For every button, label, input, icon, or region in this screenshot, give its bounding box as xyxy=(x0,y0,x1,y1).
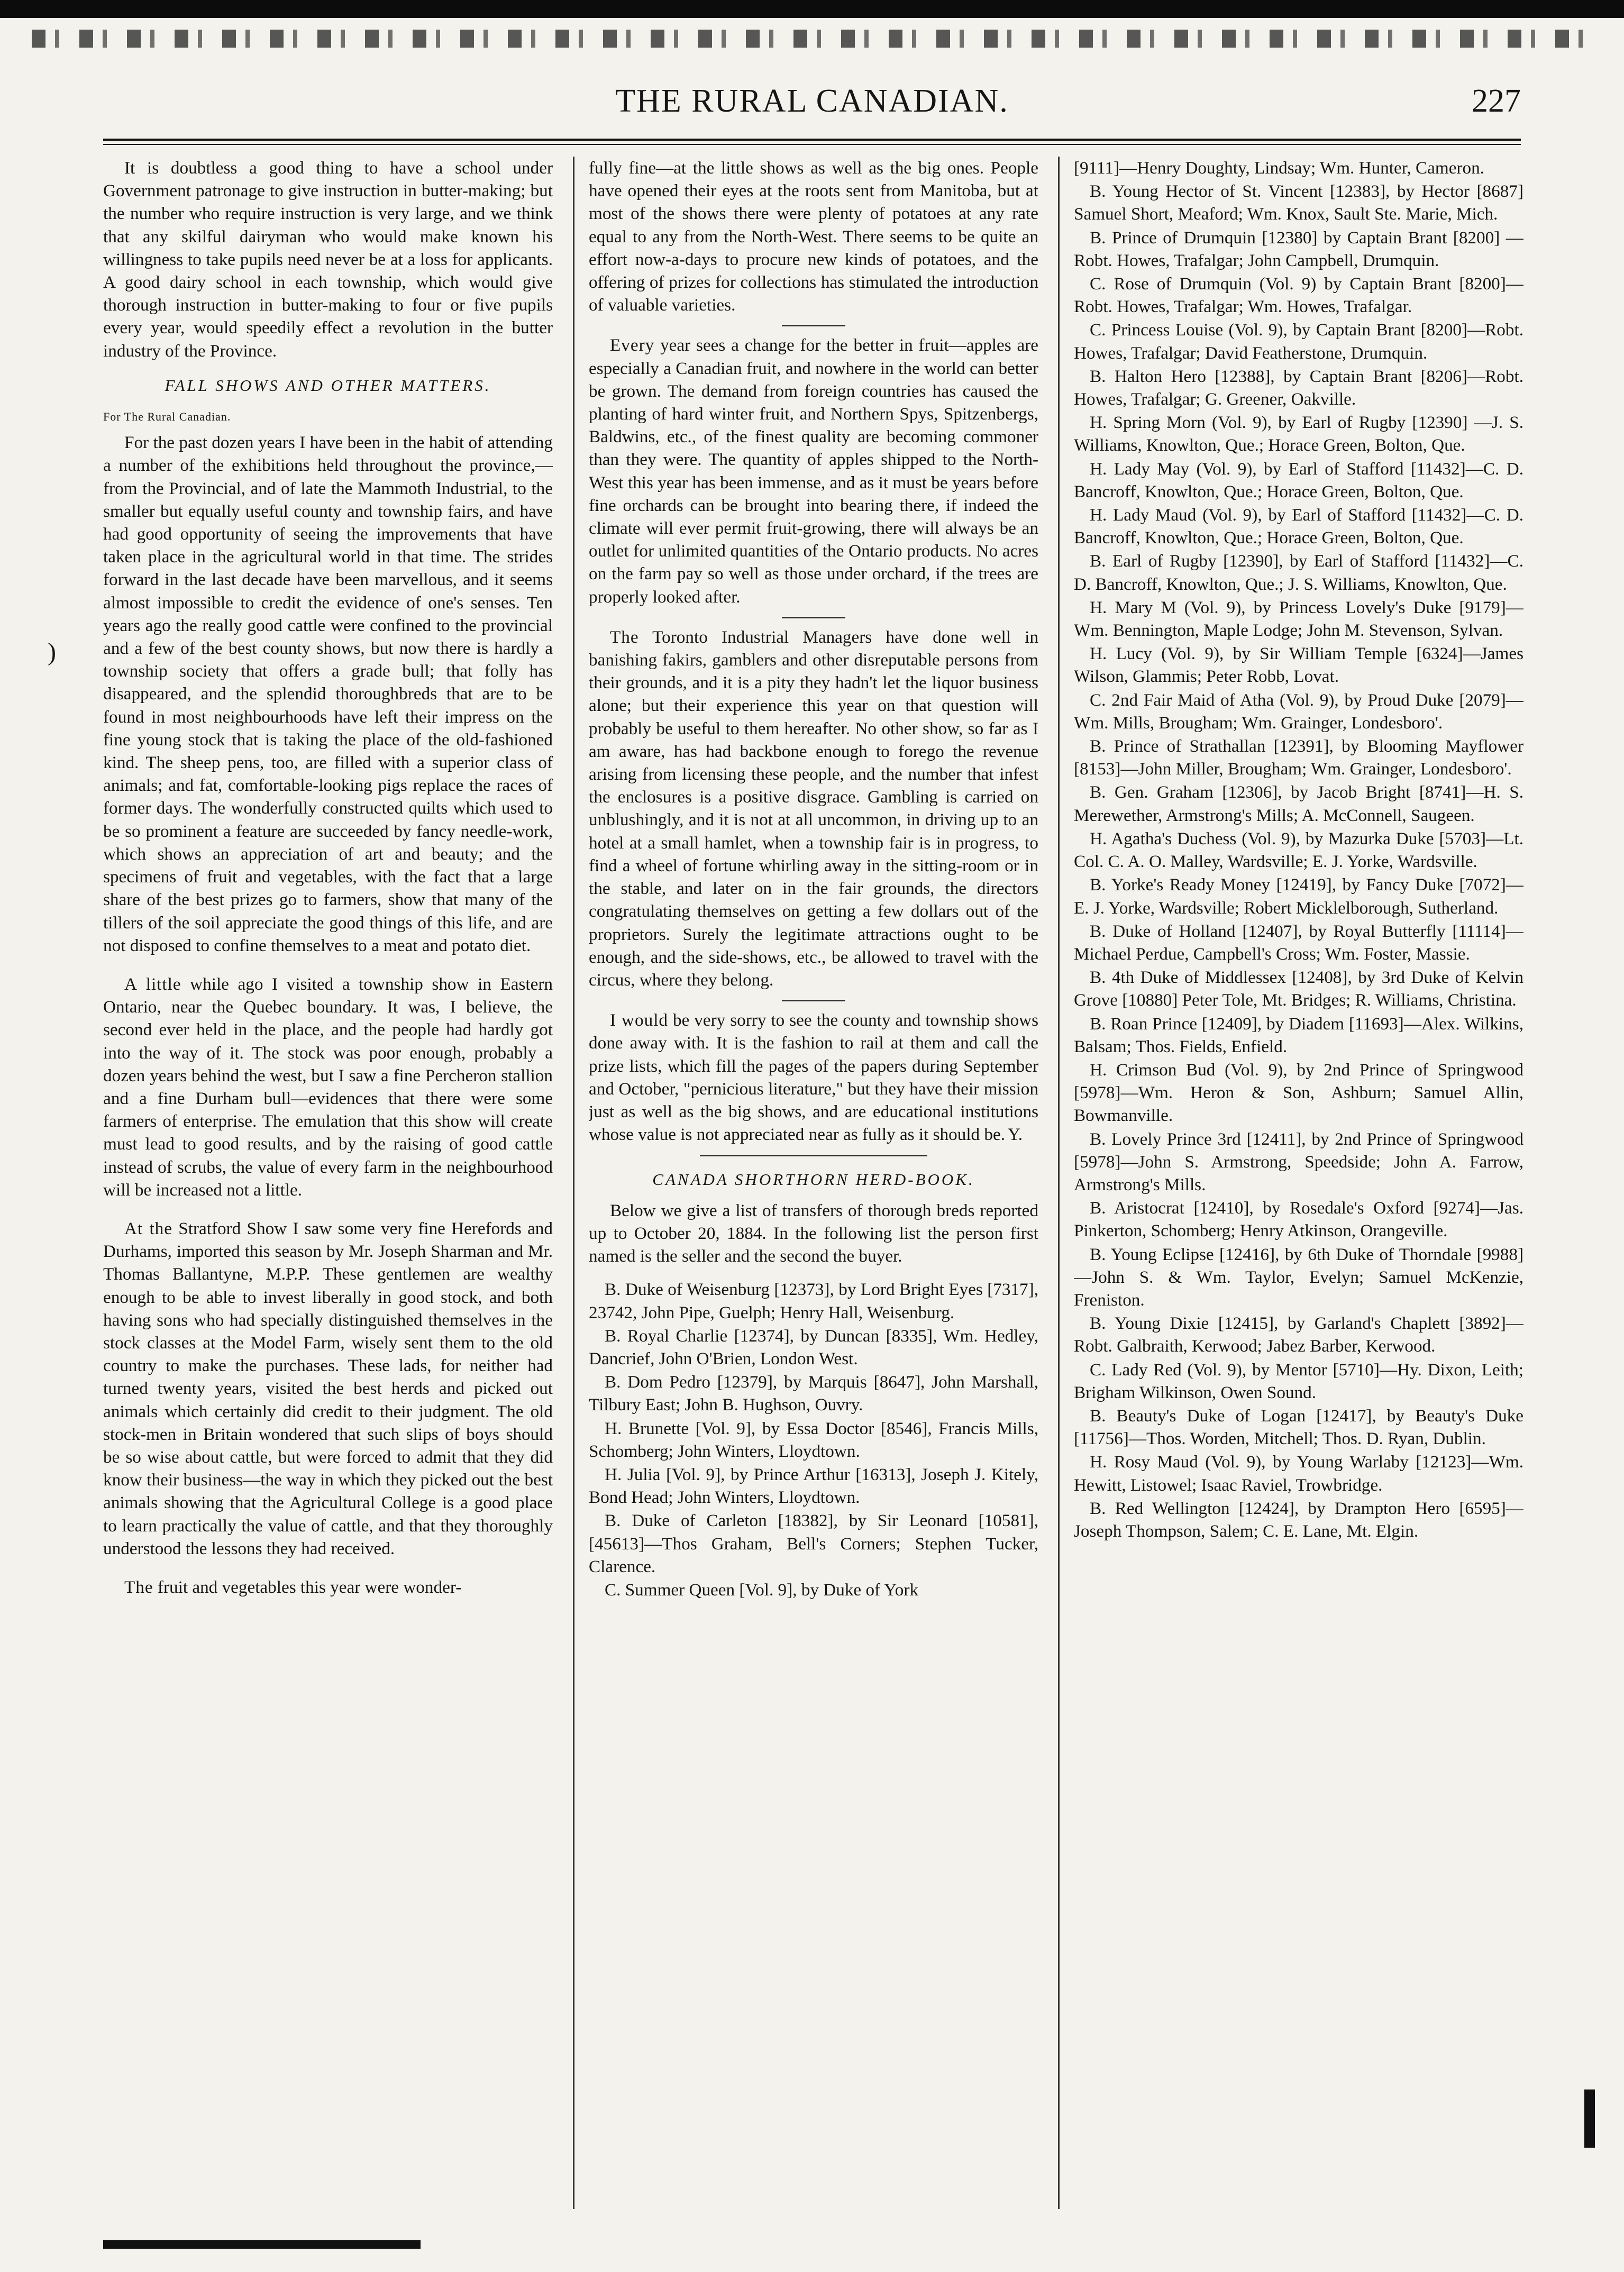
scan-artifact-band xyxy=(32,30,1592,48)
paragraph-text: fruit and vegetables this year were wonder- xyxy=(153,1577,462,1597)
transfer-entry: H. Crimson Bud (Vol. 9), by 2nd Prince of Springwood [5978]—Wm. Heron & Son, Ashburn; Samuel Allin, Bowmanville. xyxy=(1074,1060,1523,1126)
transfer-entry: H. Rosy Maud (Vol. 9), by Young Warlaby [12123]—Wm. Hewitt, Listowel; Isaac Raviel, Trowbridge. xyxy=(1074,1452,1523,1495)
transfer-entry: B. Lovely Prince 3rd [12411], by 2nd Prince of Springwood [5978]—John S. Armstrong, Speedside; John A. Farrow, Armstrong's Mills. xyxy=(1074,1129,1523,1194)
article-paragraph xyxy=(589,1009,1038,1146)
article-paragraph: fully fine—at the little shows as well as the big ones. People have opened their eyes at the roots sent from Manitoba, but at most of the shows there were plenty of potatoes at any rate equal to any from the North-West. There seems to be quite an effort now-a-days to procure new kinds of potatoes, and the offering of prizes for collections has stimulated the introduction of valuable varieties. xyxy=(589,158,1038,315)
paragraph-text: Toronto Industrial Managers have done well in banishing fakirs, gamblers and other disreputable persons from their grounds, and it is a pity they hadn't let the liquor business alone; but their experience this year on that question will probably be useful to them hereafter. No other show, so far as I am aware, has had backbone enough to forego the revenue arising from licensing these people, and the number that infest the enclosures is a positive disgrace. Gambling is carried on unblushingly, and it is not at all uncommon, in driving up to an hotel at a small hamlet, when a township fair is in progress, to find a wheel of fortune whirling away in the sitting-room or in the stable, and later on in the fair grounds, the directors congratulating themselves on getting a few dollars out of the proprietors. Surely the legitimate attractions ought to be enough, and the side-shows, etc., be allowed to travel with the circus, where they belong. xyxy=(589,627,1038,990)
page-number: 227 xyxy=(1472,83,1521,119)
section-separator xyxy=(782,617,845,618)
transfer-entry: B. Young Dixie [12415], by Garland's Chaplett [3892]—Robt. Galbraith, Kerwood; Jabez Barber, Kerwood. xyxy=(1074,1313,1523,1356)
transfer-entry: C. Princess Louise (Vol. 9), by Captain Brant [8200]—Robt. Howes, Trafalgar; David Featherstone, Drumquin. xyxy=(1074,320,1523,363)
transfer-entry: B. Duke of Holland [12407], by Royal Butterfly [11114]—Michael Perdue, Campbell's Cross; Wm. Foster, Massie. xyxy=(1074,921,1523,964)
lead-in: At the xyxy=(124,1218,173,1238)
transfer-entry: B. Halton Hero [12388], by Captain Brant [8206]—Robt. Howes, Trafalgar; G. Greener, Oakville. xyxy=(1074,366,1523,409)
herd-book-intro: Below we give a list of transfers of thorough breds reported up to October 20, 1884. In the following list the person first named is the seller and the second the buyer. xyxy=(589,1200,1038,1266)
signature: Y. xyxy=(1008,1125,1023,1145)
transfer-entry: B. Prince of Drumquin [12380] by Captain Brant [8200] —Robt. Howes, Trafalgar; John Campbell, Drumquin. xyxy=(1074,227,1523,270)
section-separator xyxy=(782,1000,845,1001)
transfer-entry: H. Lady May (Vol. 9), by Earl of Stafford [11432]—C. D. Bancroff, Knowlton, Que.; Horace Green, Bolton, Que. xyxy=(1074,459,1523,501)
scan-top-band xyxy=(0,0,1624,18)
transfer-entry: C. 2nd Fair Maid of Atha (Vol. 9), by Proud Duke [2079]—Wm. Mills, Brougham; Wm. Grainger, Londesboro'. xyxy=(1074,690,1523,733)
margin-mark: ) xyxy=(48,638,56,666)
article-paragraph xyxy=(103,973,553,1201)
article-heading: FALL SHOWS AND OTHER MATTERS. xyxy=(165,376,491,395)
transfer-entry: B. Royal Charlie [12374], by Duncan [8335], Wm. Hedley, Dancrief, John O'Brien, London West. xyxy=(589,1326,1038,1368)
transfer-entry: B. Young Eclipse [12416], by 6th Duke of Thorndale [9988]—John S. & Wm. Taylor, Evelyn; Samuel McKenzie, Freniston. xyxy=(1074,1244,1523,1310)
transfer-entry: [9111]—Henry Doughty, Lindsay; Wm. Hunter, Cameron. xyxy=(1074,158,1484,178)
transfer-entry: H. Mary M (Vol. 9), by Princess Lovely's Duke [9179]—Wm. Bennington, Maple Lodge; John M. Stevenson, Sylvan. xyxy=(1074,597,1523,641)
lead-in: The xyxy=(124,1577,153,1597)
transfer-entry: B. Young Hector of St. Vincent [12383], by Hector [8687] Samuel Short, Meaford; Wm. Knox, Sault Ste. Marie, Mich. xyxy=(1074,181,1523,224)
transfer-entry: C. Summer Queen [Vol. 9], by Duke of York xyxy=(605,1580,919,1600)
article-paragraph xyxy=(589,626,1038,991)
article-paragraph: It is doubtless a good thing to have a school under Government patronage to give instruction in butter-making; but the number who require instruction is very large, and we think that any skilful dairyman who would make known his willingness to take pupils need never be at a loss for applicants. A good dairy school in each township, which would give thorough instruction in butter-making to four or five pupils every year, would speedily effect a revolution in the butter industry of the Province. xyxy=(103,158,553,361)
transfer-entry: H. Brunette [Vol. 9], by Essa Doctor [8546], Francis Mills, Schomberg; John Winters, Lloydtown. xyxy=(589,1418,1038,1461)
paragraph-text: year sees a change for the better in fruit—apples are especially a Canadian fruit, and nowhere in the world can better be grown. The demand from foreign countries has caused the planting of hard winter fruit, and Northern Spys, Spitzenbergs, Baldwins, etc., of the finest quality are becoming commoner than they were. The quantity of apples shipped to the North-West this year has been immense, and as it must be years before fine orchards can be brought into bearing there, if indeed the climate will ever permit fruit-growing, there will always be an outlet for unlimited quantities of the Ontario products. No acres on the farm pay so well as those under orchard, if the trees are properly looked after. xyxy=(589,335,1038,607)
lead-in: Every xyxy=(610,335,655,355)
lead-in: I would xyxy=(610,1010,669,1030)
scan-bottom-artifact xyxy=(103,2240,632,2249)
newspaper-title: THE RURAL CANADIAN. xyxy=(615,83,1009,119)
transfer-entry: B. Yorke's Ready Money [12419], by Fancy Duke [7072]—E. J. Yorke, Wardsville; Robert Micklelborough, Sutherland. xyxy=(1074,875,1523,918)
scan-edge-mark xyxy=(1584,2089,1595,2148)
transfer-entry: H. Lucy (Vol. 9), by Sir William Temple [6324]—James Wilson, Glammis; Peter Robb, Lovat. xyxy=(1074,644,1523,687)
column-2 xyxy=(589,157,1038,2220)
transfer-entry: C. Rose of Drumquin (Vol. 9) by Captain Brant [8200]—Robt. Howes, Trafalgar; Wm. Howes, Trafalgar. xyxy=(1074,274,1523,317)
article-byline: For The Rural Canadian. xyxy=(103,410,231,424)
section-separator xyxy=(700,1155,927,1156)
paragraph-text: Stratford Show I saw some very fine Herefords and Durhams, imported this season by Mr. Joseph Sharman and Mr. Thomas Ballantyne, M.P.P. These gentlemen are wealthy enough to be able to invest liberally in good stock, and both having sons who had specially distinguished themselves in the stock classes at the Model Farm, wisely sent them to the old country to make the purchases. These lads, for neither had turned twenty years, visited the best herds and picked out animals which certainly did credit to their judgment. The old stock-men in Britain wondered that such slips of boys should be so wise about cattle, but were forced to admit that they did know their business—the way in which they picked out the best animals showing that the Agricultural College is a good place to learn practically the value of cattle, and that they thoroughly understood the lessons they had received. xyxy=(103,1218,553,1558)
transfer-entry: B. Prince of Strathallan [12391], by Blooming Mayflower [8153]—John Miller, Brougham; Wm. Grainger, Londesboro'. xyxy=(1074,736,1523,779)
header-rule-thin xyxy=(103,144,1521,145)
transfer-entry: B. Duke of Weisenburg [12373], by Lord Bright Eyes [7317], 23742, John Pipe, Guelph; Henry Hall, Weisenburg. xyxy=(589,1280,1038,1322)
lead-in: The xyxy=(610,627,639,647)
column-separator-1 xyxy=(573,157,574,2209)
article-paragraph xyxy=(103,1576,553,1599)
transfer-entry: H. Spring Morn (Vol. 9), by Earl of Rugby [12390] —J. S. Williams, Knowlton, Que.; Horace Green, Bolton, Que. xyxy=(1074,413,1523,455)
transfer-entry: B. Dom Pedro [12379], by Marquis [8647], John Marshall, Tilbury East; John B. Hughson, Ouvry. xyxy=(589,1372,1038,1415)
article-paragraph xyxy=(103,1217,553,1560)
transfer-entry: B. Red Wellington [12424], by Drampton Hero [6595]—Joseph Thompson, Salem; C. E. Lane, Mt. Elgin. xyxy=(1074,1498,1523,1541)
article-paragraph xyxy=(589,334,1038,608)
transfer-entry: B. Gen. Graham [12306], by Jacob Bright [8741]—H. S. Merewether, Armstrong's Mills; A. McConnell, Saugeen. xyxy=(1074,782,1523,825)
column-separator-2 xyxy=(1058,157,1060,2209)
transfer-entry: B. 4th Duke of Middlessex [12408], by 3rd Duke of Kelvin Grove [10880] Peter Tole, Mt. Bridges; R. Williams, Christina. xyxy=(1074,968,1523,1010)
transfer-entry: B. Earl of Rugby [12390], by Earl of Stafford [11432]—C. D. Bancroff, Knowlton, Que.; J. S. Williams, Knowlton, Que. xyxy=(1074,551,1523,594)
paragraph-text: while ago I visited a township show in Eastern Ontario, near the Quebec boundary. It was, I believe, the second ever held in the place, and the people had hardly got into the way of it. The stock was poor enough, probably a dozen years behind the west, but I saw a fine Percheron stallion and a fine Durham bull—evidences that there were some farmers of enterprise. The emulation that this show will create must lead to good results, and by the raising of good cattle instead of scrubs, the value of every farm in the neighbourhood will be increased not a little. xyxy=(103,974,553,1200)
header-rule-thick xyxy=(103,139,1521,141)
transfer-entry: B. Aristocrat [12410], by Rosedale's Oxford [9274]—Jas. Pinkerton, Schomberg; Henry Atkinson, Orangeville. xyxy=(1074,1198,1523,1241)
transfer-entry: C. Lady Red (Vol. 9), by Mentor [5710]—Hy. Dixon, Leith; Brigham Wilkinson, Owen Sound. xyxy=(1074,1359,1523,1402)
column-1 xyxy=(103,157,553,2220)
transfer-entry: B. Duke of Carleton [18382], by Sir Leonard [10581], [45613]—Thos Graham, Bell's Corners; Stephen Tucker, Clarence. xyxy=(589,1511,1038,1576)
column-3 xyxy=(1074,157,1523,2220)
transfer-entry: H. Julia [Vol. 9], by Prince Arthur [16313], Joseph J. Kitely, Bond Head; John Winters, Lloydtown. xyxy=(589,1464,1038,1508)
lead-in: A little xyxy=(124,974,181,994)
section-separator xyxy=(782,325,845,326)
paragraph-text: be very sorry to see the county and township shows done away with. It is the fashion to rail at them and call the prize lists, which fill the pages of the papers during September and October, "pernicious literature," but they have their mission just as well as the big shows, and are educational institutions whose value is not appreciated near as fully as it should be. xyxy=(589,1010,1038,1145)
transfer-entry: H. Lady Maud (Vol. 9), by Earl of Stafford [11432]—C. D. Bancroff, Knowlton, Que.; Horace Green, Bolton, Que. xyxy=(1074,505,1523,548)
herd-book-heading: CANADA SHORTHORN HERD-BOOK. xyxy=(652,1170,975,1189)
transfer-entry: H. Agatha's Duchess (Vol. 9), by Mazurka Duke [5703]—Lt. Col. C. A. O. Malley, Wardsville; E. J. Yorke, Wardsville. xyxy=(1074,828,1523,872)
transfer-entry: B. Roan Prince [12409], by Diadem [11693]—Alex. Wilkins, Balsam; Thos. Fields, Enfield. xyxy=(1074,1014,1523,1056)
article-paragraph: For the past dozen years I have been in the habit of attending a number of the exhibitions held throughout the province,—from the Provincial, and of late the Mammoth Industrial, to the smaller but equally useful county and township fairs, and have had good opportunity of seeing the improvements that have taken place in the agricultural world in that time. The strides forward in the last decade have been marvellous, and it seems almost impossible to credit the evidence of one's senses. Ten years ago the really good cattle were confined to the provincial and a few of the best county shows, but now there is hardly a township society that offers a grade bull; that folly has disappeared, and the splendid thoroughbreds that are to be found in most neighbourhoods have left their impress on the fine young stock that is taking the place of the old-fashioned kind. The sheep pens, too, are filled with a superior class of animals; and fat, comfortable-looking pigs replace the races of former days. The wonderfully constructed quilts which used to be so prominent a feature are succeeded by fancy needle-work, which shows an appreciation of art and beauty; and the specimens of fruit and vegetables, with the fact that a large share of the best prizes go to farmers, show that many of the tillers of the soil appreciate the good things of this life, and are not disposed to confine themselves to a meat and potato diet. xyxy=(103,433,553,955)
transfer-entry: B. Beauty's Duke of Logan [12417], by Beauty's Duke [11756]—Thos. Worden, Mitchell; Thos. D. Ryan, Dublin. xyxy=(1074,1406,1523,1449)
masthead xyxy=(103,83,1521,131)
